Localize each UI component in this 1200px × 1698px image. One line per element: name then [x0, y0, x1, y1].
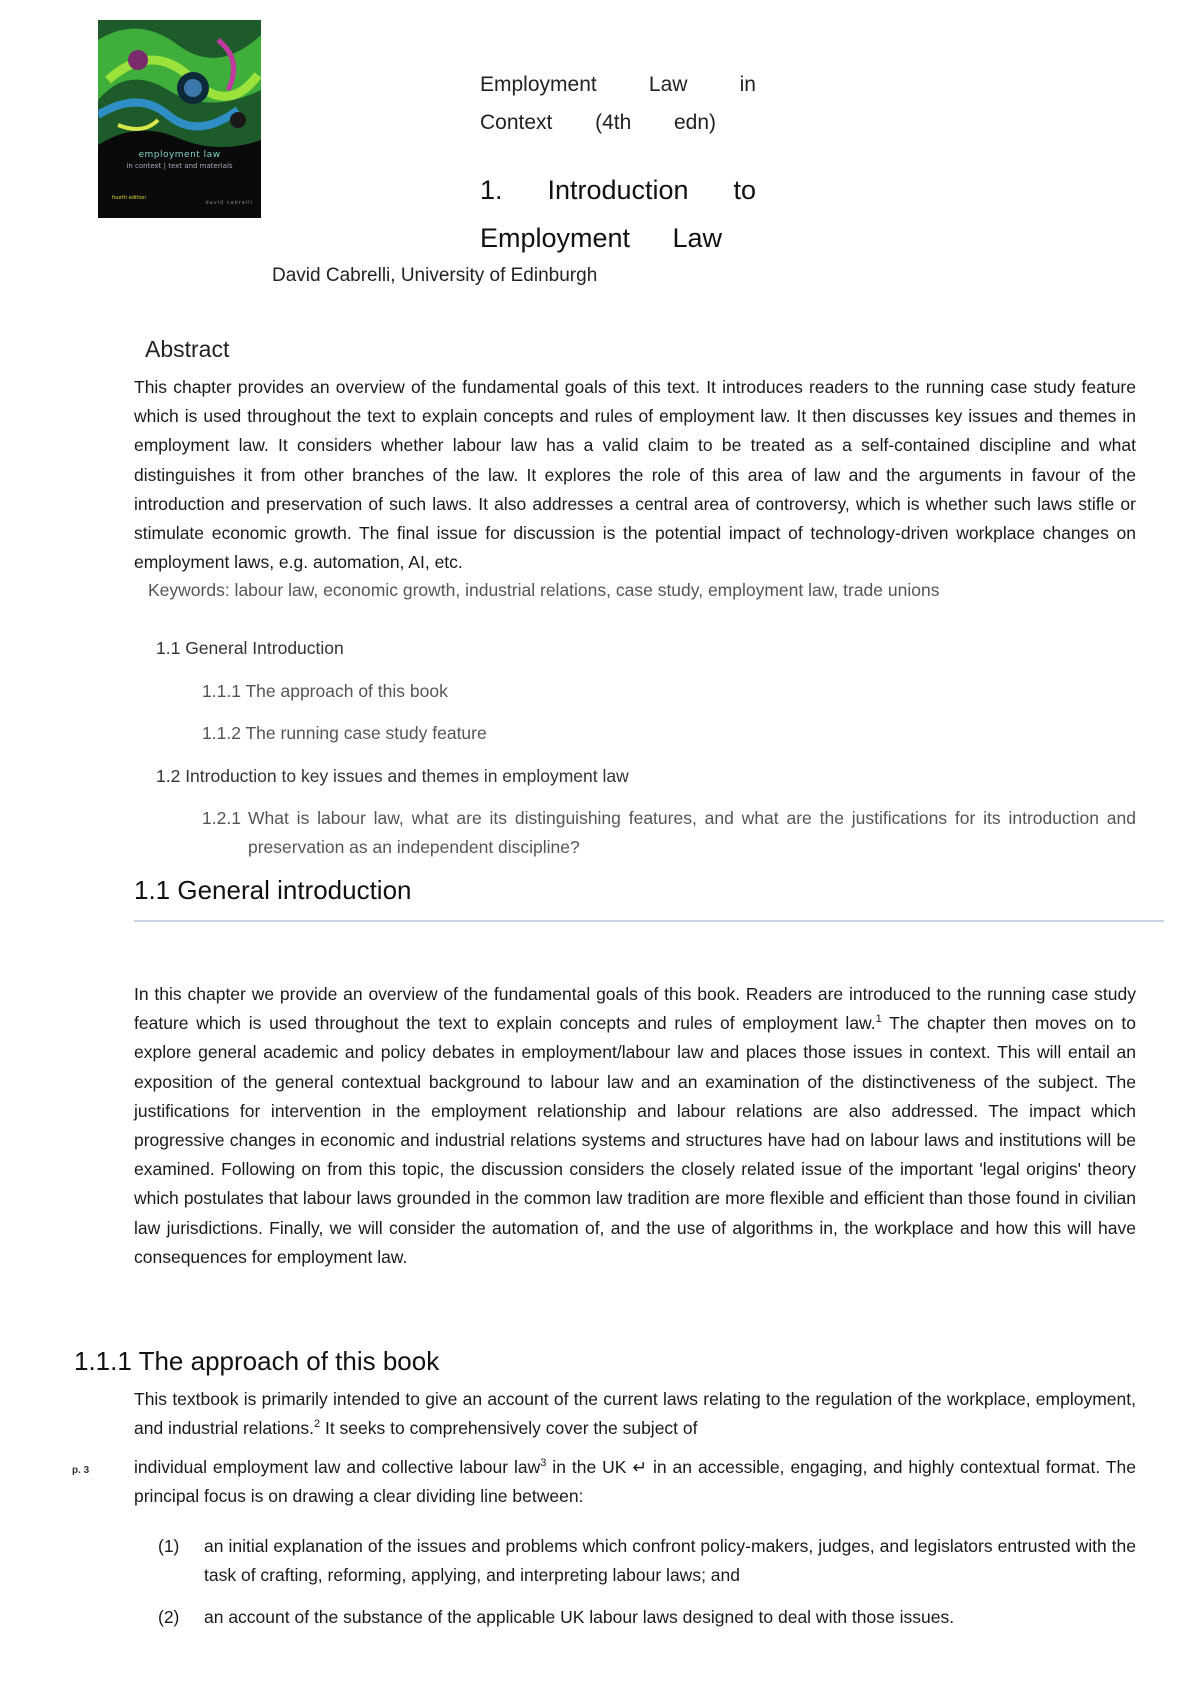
- book-title-word: Context: [480, 111, 553, 134]
- cover-edition: fourth edition: [112, 195, 146, 201]
- approach-paragraph-2: [134, 1453, 1136, 1511]
- chapter-title-word: 1.: [480, 175, 503, 205]
- chapter-title-word: Employment: [480, 223, 631, 253]
- paragraph-text: in the UK ↵ in an accessible, engaging, and highly contextual format. The principal focus is on drawing a clear dividing line between:: [134, 1457, 1137, 1507]
- abstract-heading: Abstract: [145, 336, 230, 362]
- footnote-ref-2[interactable]: 2: [313, 1418, 321, 1431]
- chapter-title: [480, 166, 756, 262]
- book-title-word: Law: [648, 73, 688, 96]
- footnote-ref-3[interactable]: 3: [540, 1457, 547, 1470]
- book-cover-image: [98, 20, 261, 218]
- cover-artwork: [98, 20, 261, 218]
- section-heading-general-introduction: 1.1 General introduction: [134, 875, 412, 905]
- list-item: [158, 1603, 1136, 1632]
- chapter-title-word: to: [733, 175, 756, 205]
- toc-item-approach-of-book[interactable]: 1.1.1 The approach of this book: [202, 681, 448, 701]
- toc-item-general-introduction[interactable]: 1.1 General Introduction: [156, 638, 344, 658]
- chapter-title-word: Introduction: [547, 175, 689, 205]
- toc-item-running-case-study[interactable]: 1.1.2 The running case study feature: [202, 723, 487, 743]
- book-title-word: edn): [673, 111, 716, 134]
- general-introduction-paragraph: [134, 980, 1136, 1272]
- cover-title: employment law: [138, 150, 221, 160]
- paragraph-text: This textbook is primarily intended to give an account of the current laws relating to the regulation of the workplace, employment, and industrial relations.: [134, 1389, 1136, 1439]
- toc-item-key-issues[interactable]: 1.2 Introduction to key issues and themes in employment law: [156, 766, 629, 786]
- list-item-number: (2): [158, 1607, 180, 1627]
- cover-subtitle: in context | text and materials: [126, 162, 233, 170]
- book-title-word: Employment: [480, 73, 597, 96]
- book-title-line-1: [480, 66, 756, 104]
- footnote-ref-1[interactable]: 1: [875, 1013, 882, 1026]
- paragraph-text: individual employment law and collective labour law: [134, 1457, 541, 1477]
- toc-item-text: What is labour law, what are its distinguishing features, and what are the justifications for its introduction and preservation as an independent discipline?: [248, 808, 1136, 857]
- paragraph-text: The chapter then moves on to explore general academic and policy debates in employment/labour law and places those issues in context. This will entail an exposition of the general contextual background to labour law and an examination of the distinctiveness of the subject. The justifications for intervention in the employment relationship and labour relations are also addressed. The impact which progressive changes in economic and industrial relations systems and structures have had on labour laws and institutions will be examined. Following on from this topic, the discussion considers the closely related issue of the important 'legal origins' theory which postulates that labour laws grounded in the common law tradition are more flexible and efficient than those found in civilian law jurisdictions. Finally, we will consider the automation of, and the use of algorithms in, the workplace and how this will have consequences for employment law.: [134, 1013, 1136, 1267]
- section-heading-approach-of-book: 1.1.1 The approach of this book: [74, 1346, 440, 1376]
- book-title-word: in: [739, 73, 756, 96]
- chapter-title-line-1: [480, 166, 756, 214]
- section-divider: [134, 920, 1164, 922]
- chapter-title-line-2: [480, 214, 722, 262]
- book-title-line-2: [480, 104, 716, 142]
- abstract-text: This chapter provides an overview of the fundamental goals of this text. It introduces readers to the running case study feature which is used throughout the text to explain concepts and rules of employment law. It then discusses key issues and themes in employment law. It considers whether labour law has a valid claim to be treated as a self-contained discipline and what distinguishes it from other branches of the law. It explores the role of this area of law and the arguments in favour of the introduction and preservation of such laws. It also addresses a central area of controversy, which is whether such laws stifle or stimulate economic growth. The final issue for discussion is the potential impact of technology-driven workplace changes on employment laws, e.g. automation, AI, etc.: [134, 377, 1136, 573]
- book-title: [480, 66, 756, 142]
- book-title-word: (4th: [595, 111, 632, 134]
- cover-author: david cabrelli: [205, 200, 253, 206]
- toc-item-number: 1.2.1: [202, 808, 241, 828]
- abstract-keywords: Keywords: labour law, economic growth, industrial relations, case study, employment law, trade unions: [148, 580, 940, 600]
- paragraph-text: It seeks to comprehensively cover the subject of: [320, 1418, 698, 1439]
- list-item-text: an initial explanation of the issues and problems which confront policy-makers, judges, and legislators entrusted with the task of crafting, reforming, applying, and interpreting labour laws; and: [204, 1536, 1136, 1586]
- approach-paragraph-1: [134, 1385, 1136, 1443]
- chapter-title-word: Law: [672, 223, 722, 253]
- page-marker: p. 3: [72, 1465, 90, 1476]
- author-affiliation: David Cabrelli, University of Edinburgh: [272, 265, 598, 286]
- list-item-number: (1): [158, 1536, 180, 1556]
- paragraph-text: In this chapter we provide an overview of the fundamental goals of this book. Readers are introduced to the running case study feature which is used throughout the text to explain concepts and rules of employment law.: [134, 984, 1136, 1034]
- list-item: [158, 1532, 1136, 1590]
- list-item-text: an account of the substance of the applicable UK labour laws designed to deal with those issues.: [204, 1607, 955, 1627]
- toc-item-what-is-labour-law[interactable]: [202, 804, 1136, 862]
